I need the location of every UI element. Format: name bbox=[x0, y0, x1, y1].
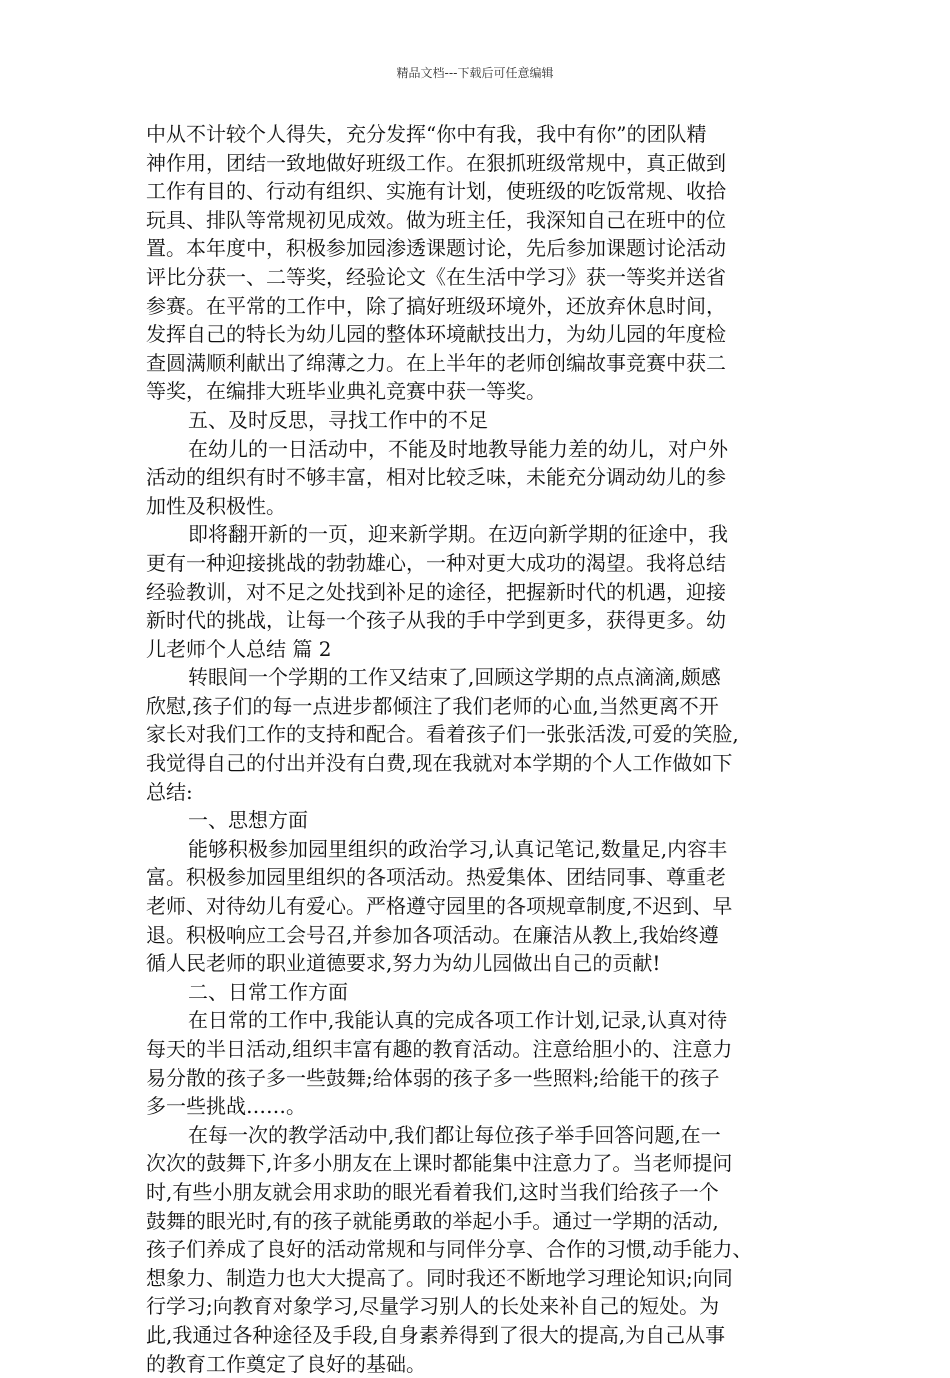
text-line: 的教育工作奠定了良好的基础。 bbox=[146, 1351, 426, 1376]
text-line: 发挥自己的特长为幼儿园的整体环境献技出力，为幼儿园的年度检 bbox=[146, 322, 726, 347]
text-line: 次次的鼓舞下,许多小朋友在上课时都能集中注意力了。当老师提问 bbox=[146, 1151, 733, 1176]
text-line: 在幼儿的一日活动中，不能及时地教导能力差的幼儿，对户外 bbox=[188, 436, 728, 461]
text-line: 经验教训，对不足之处找到补足的途径，把握新时代的机遇，迎接 bbox=[146, 579, 726, 604]
text-line: 评比分获一、二等奖，经验论文《在生活中学习》获一等奖并送省 bbox=[146, 264, 726, 289]
text-line: 此,我通过各种途径及手段,自身素养得到了很大的提高,为自己从事 bbox=[146, 1322, 726, 1347]
text-line: 儿老师个人总结 篇 2 bbox=[146, 636, 332, 661]
text-line: 转眼间一个学期的工作又结束了,回顾这学期的点点滴滴,颇感 bbox=[188, 665, 721, 690]
text-line: 总结: bbox=[146, 779, 193, 804]
text-line: 即将翻开新的一页，迎来新学期。在迈向新学期的征途中，我 bbox=[188, 522, 728, 547]
text-line: 能够积极参加园里组织的政治学习,认真记笔记,数量足,内容丰 bbox=[188, 836, 728, 861]
text-line: 五、及时反思，寻找工作中的不足 bbox=[188, 407, 488, 432]
text-line: 神作用，团结一致地做好班级工作。在狠抓班级常规中，真正做到 bbox=[146, 150, 726, 175]
text-line: 中从不计较个人得失，充分发挥“你中有我，我中有你”的团队精 bbox=[146, 122, 707, 146]
page-header-watermark: 精品文档---下载后可任意编辑 bbox=[396, 66, 554, 80]
text-line: 一、思想方面 bbox=[188, 808, 308, 833]
text-line: 家长对我们工作的支持和配合。看着孩子们一张张活泼,可爱的笑脸, bbox=[146, 722, 739, 747]
text-line: 加性及积极性。 bbox=[146, 493, 286, 518]
text-line: 多一些挑战……。 bbox=[146, 1094, 306, 1119]
text-line: 孩子们养成了良好的活动常规和与同伴分享、合作的习惯,动手能力、 bbox=[146, 1237, 753, 1262]
text-line: 玩具、排队等常规初见成效。做为班主任，我深知自己在班中的位 bbox=[146, 207, 726, 232]
text-line: 时,有些小朋友就会用求助的眼光看着我们,这时当我们给孩子一个 bbox=[146, 1179, 719, 1204]
text-line: 在每一次的教学活动中,我们都让每位孩子举手回答问题,在一 bbox=[188, 1122, 721, 1147]
text-line: 等奖，在编排大班毕业典礼竞赛中获一等奖。 bbox=[146, 379, 546, 404]
document-body bbox=[146, 120, 824, 1378]
text-line: 想象力、制造力也大大提高了。同时我还不断地学习理论知识;向同 bbox=[146, 1265, 733, 1290]
text-line: 退。积极响应工会号召,并参加各项活动。在廉洁从教上,我始终遵 bbox=[146, 922, 719, 947]
text-line: 每天的半日活动,组织丰富有趣的教育活动。注意给胆小的、注意力 bbox=[146, 1037, 733, 1061]
text-line: 活动的组织有时不够丰富，相对比较乏味，未能充分调动幼儿的参 bbox=[146, 465, 726, 490]
text-line: 我觉得自己的付出并没有白费,现在我就对本学期的个人工作做如下 bbox=[146, 751, 733, 776]
text-line: 查圆满顺利献出了绵薄之力。在上半年的老师创编故事竞赛中获二 bbox=[146, 350, 726, 375]
text-line: 置。本年度中，积极参加园渗透课题讨论，先后参加课题讨论活动 bbox=[146, 236, 726, 261]
text-line: 鼓舞的眼光时,有的孩子就能勇敢的举起小手。通过一学期的活动, bbox=[146, 1208, 719, 1233]
text-line: 更有一种迎接挑战的勃勃雄心，一种对更大成功的渴望。我将总结 bbox=[146, 550, 726, 575]
text-line: 富。积极参加园里组织的各项活动。热爱集体、团结同事、尊重老 bbox=[146, 865, 726, 890]
text-line: 欣慰,孩子们的每一点进步都倾注了我们老师的心血,当然更离不开 bbox=[146, 693, 719, 718]
text-line: 二、日常工作方面 bbox=[188, 979, 348, 1004]
text-line: 行学习;向教育对象学习,尽量学习别人的长处来补自己的短处。为 bbox=[146, 1294, 720, 1319]
text-line: 新时代的挑战，让每一个孩子从我的手中学到更多，获得更多。幼 bbox=[146, 608, 726, 633]
text-line: 老师、对待幼儿有爱心。严格遵守园里的各项规章制度,不迟到、早 bbox=[146, 894, 733, 919]
text-line: 参赛。在平常的工作中，除了搞好班级环境外，还放弃休息时间， bbox=[146, 293, 726, 318]
text-line: 循人民老师的职业道德要求,努力为幼儿园做出自己的贡献! bbox=[146, 951, 661, 976]
text-line: 易分散的孩子多一些鼓舞;给体弱的孩子多一些照料;给能干的孩子 bbox=[146, 1065, 720, 1090]
text-line: 工作有目的、行动有组织、实施有计划，使班级的吃饭常规、收拾 bbox=[146, 179, 726, 204]
text-line: 在日常的工作中,我能认真的完成各项工作计划,记录,认真对待 bbox=[188, 1008, 728, 1033]
